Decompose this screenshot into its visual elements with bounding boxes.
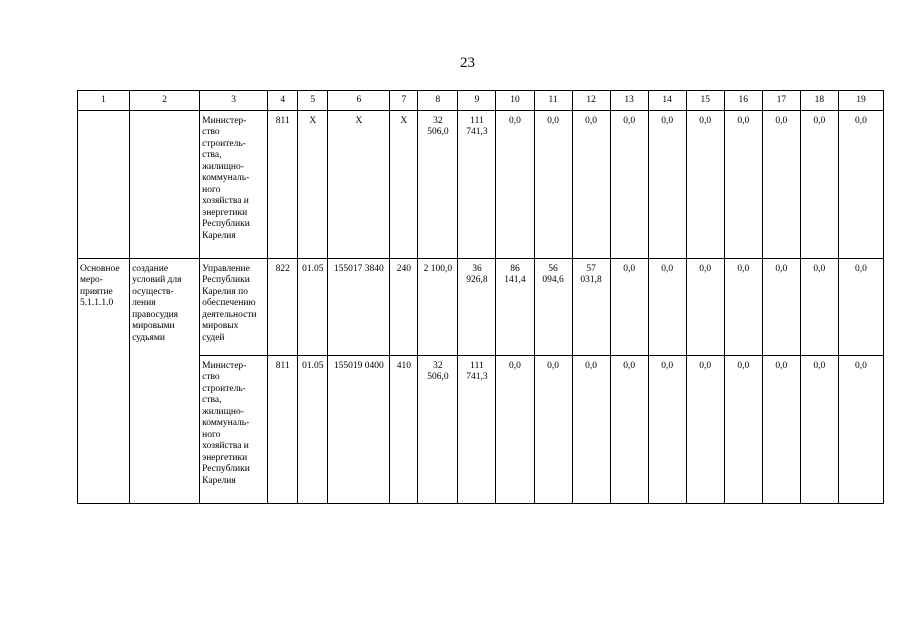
header-cell: 14 [648,91,686,111]
value-cell: 56 094,6 [534,258,572,355]
value-cell: 32 506,0 [418,355,458,503]
value-cell: 0,0 [534,110,572,258]
value-cell: 0,0 [838,258,883,355]
value-cell: 0,0 [724,258,762,355]
value-cell: 32 506,0 [418,110,458,258]
measure-cell [78,110,130,258]
value-cell: 0,0 [762,355,800,503]
header-cell: 10 [496,91,534,111]
header-cell: 12 [572,91,610,111]
budget-table [77,90,884,504]
header-row [78,91,884,111]
value-cell: 0,0 [686,258,724,355]
value-cell: 0,0 [610,258,648,355]
header-cell: 7 [390,91,418,111]
value-cell: 0,0 [572,110,610,258]
header-cell: 4 [268,91,298,111]
value-cell: 2 100,0 [418,258,458,355]
value-cell: 0,0 [762,110,800,258]
value-cell: 0,0 [724,110,762,258]
header-cell: 8 [418,91,458,111]
value-cell: 0,0 [762,258,800,355]
value-cell: 155019 0400 [328,355,390,503]
header-cell: 15 [686,91,724,111]
value-cell: 0,0 [648,110,686,258]
table-row [78,258,884,355]
header-cell: 2 [130,91,200,111]
page-number: 23 [460,55,475,71]
executor-cell: Министер- ство строитель- ства, жилищно- коммуналь- ного хозяйства и энергетики Республики Карелия [200,110,268,258]
purpose-cell [130,110,200,258]
executor-cell: Управление Республики Карелия по обеспечению деятельности мировых судей [200,258,268,355]
table-row [78,110,884,258]
header-cell: 1 [78,91,130,111]
value-cell: 0,0 [800,355,838,503]
value-cell: Х [390,110,418,258]
executor-cell: Министер- ство строитель- ства, жилищно- коммуналь- ного хозяйства и энергетики Республики Карелия [200,355,268,503]
value-cell: 155017 3840 [328,258,390,355]
value-cell: 0,0 [686,355,724,503]
header-cell: 3 [200,91,268,111]
value-cell: 0,0 [572,355,610,503]
header-cell: 13 [610,91,648,111]
value-cell: 0,0 [648,258,686,355]
value-cell: 0,0 [534,355,572,503]
header-cell: 9 [458,91,496,111]
value-cell: 01.05 [298,355,328,503]
header-cell: 18 [800,91,838,111]
purpose-cell: создание условий для осуществ- ления правосудия мировыми судьями [130,258,200,503]
value-cell: 811 [268,355,298,503]
value-cell: 57 031,8 [572,258,610,355]
value-cell: 0,0 [800,258,838,355]
value-cell: 86 141,4 [496,258,534,355]
value-cell: 0,0 [724,355,762,503]
header-cell: 19 [838,91,883,111]
header-cell: 17 [762,91,800,111]
value-cell: 0,0 [838,355,883,503]
value-cell: 410 [390,355,418,503]
value-cell: 0,0 [800,110,838,258]
value-cell: 0,0 [686,110,724,258]
header-cell: 5 [298,91,328,111]
value-cell: 0,0 [610,110,648,258]
value-cell: 811 [268,110,298,258]
measure-cell: Основное меро- приятие 5.1.1.1.0 [78,258,130,503]
value-cell: 0,0 [838,110,883,258]
value-cell: Х [328,110,390,258]
value-cell: 0,0 [496,110,534,258]
header-cell: 16 [724,91,762,111]
value-cell: 0,0 [496,355,534,503]
value-cell: Х [298,110,328,258]
header-cell: 6 [328,91,390,111]
value-cell: 36 926,8 [458,258,496,355]
value-cell: 822 [268,258,298,355]
value-cell: 01.05 [298,258,328,355]
value-cell: 111 741,3 [458,355,496,503]
value-cell: 0,0 [648,355,686,503]
header-cell: 11 [534,91,572,111]
value-cell: 111 741,3 [458,110,496,258]
value-cell: 0,0 [610,355,648,503]
value-cell: 240 [390,258,418,355]
